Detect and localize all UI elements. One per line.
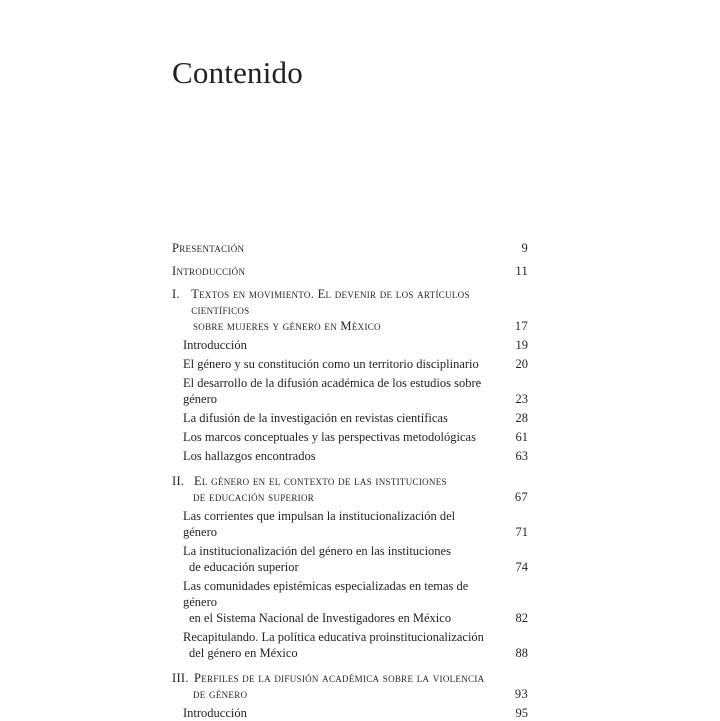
toc-section-label-cont: del género en México [189,646,298,660]
toc-section-label: Introducción [183,706,247,720]
toc-section-label: La institucionalización del género en las instituciones [183,544,451,558]
toc-section [172,629,528,661]
toc-entry-presentacion [172,240,528,256]
toc-section-label: Los hallazgos encontrados [183,449,316,463]
toc-entry-page: 93 [514,687,528,701]
toc-section-label: La difusión de la investigación en revistas científicas [183,411,448,425]
toc-entry-page: 28 [515,411,528,425]
chapter-title-line1: Perfiles de la difusión académica sobre la violencia [194,671,485,685]
chapter-title-line2: sobre mujeres y género en México [193,319,381,333]
toc-entry-page: 17 [514,319,528,333]
toc-section [172,410,528,426]
page-title: Contenido [172,55,303,90]
chapter-number: II. [172,474,185,488]
toc-section [172,375,528,407]
toc-chapter-1 [172,286,528,334]
toc-section [172,356,528,372]
toc-section-label: El género y su constitución como un territorio disciplinario [183,357,479,371]
toc-entry-page: 9 [521,241,528,255]
toc-section-label-cont: de educación superior [189,560,299,574]
toc-entry-page: 19 [515,338,528,352]
toc-section [172,508,528,540]
toc-section [172,337,528,353]
chapter-title-line1: Textos en movimiento. El devenir de los artículos científicos [191,287,470,317]
toc-chapter-2 [172,473,528,505]
toc-chapter-3 [172,670,528,702]
toc-section-label: Introducción [183,338,247,352]
toc-entry-label: Introducción [172,264,246,278]
toc-entry-page: 95 [515,706,528,720]
toc-section-label: Los marcos conceptuales y las perspectivas metodológicas [183,430,476,444]
toc-entry-page: 67 [514,490,528,504]
toc-section-label-cont: en el Sistema Nacional de Investigadores en México [189,611,452,625]
toc-entry-label: Presentación [172,241,245,255]
toc-entry-page: 20 [515,357,528,371]
toc-entry-page: 82 [515,611,528,625]
toc-section [172,705,528,721]
toc-section-label: Recapitulando. La política educativa proinstitucionalización [183,630,484,644]
toc-section-label: El desarrollo de la difusión académica de los estudios sobre género [183,376,482,406]
toc-entry-page: 88 [515,646,528,660]
toc-entry-page: 63 [515,449,528,463]
toc-entry-page: 61 [515,430,528,444]
toc-section [172,578,528,626]
toc-section-label: Las corrientes que impulsan la institucionalización del género [183,509,456,539]
chapter-title-line1: El género en el contexto de las instituciones [194,474,447,488]
toc-section [172,543,528,575]
chapter-title-line2: de género [193,687,248,701]
toc-section [172,429,528,445]
toc-section-label: Las comunidades epistémicas especializadas en temas de género [183,579,469,609]
chapter-title-line2: de educación superior [193,490,315,504]
toc-section [172,448,528,464]
toc-entry-page: 23 [515,392,528,406]
chapter-number: I. [172,287,180,301]
chapter-number: III. [172,671,189,685]
toc-entry-page: 74 [515,560,528,574]
toc-entry-page: 71 [515,525,528,539]
toc-entry-page: 11 [515,264,528,278]
toc-entry-introduccion [172,263,528,279]
table-of-contents [172,240,528,721]
